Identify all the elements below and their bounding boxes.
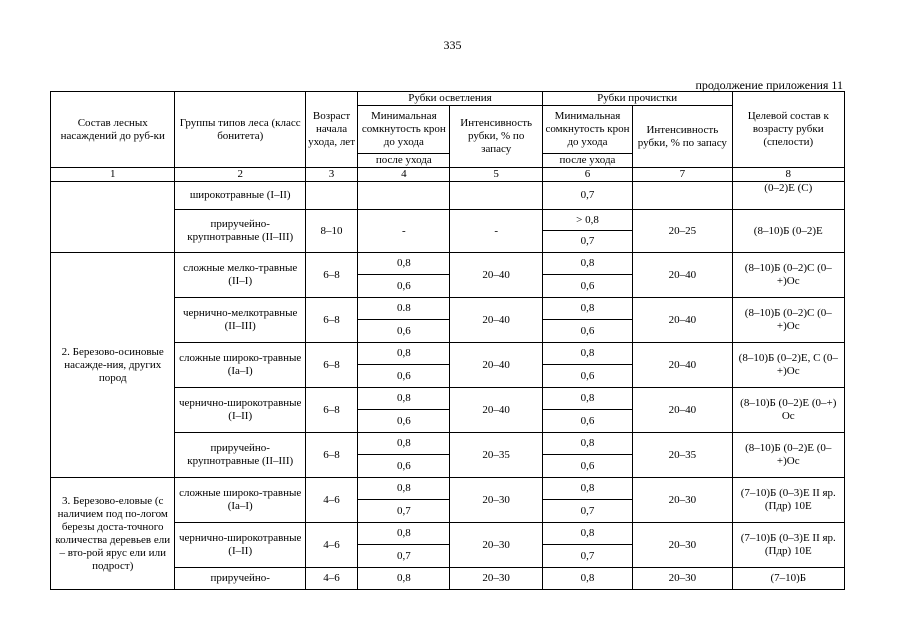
closure-cell: 0,7 [542,231,632,253]
forest-type-cell: приручейно-крупнотравные (II–III) [175,210,305,253]
page-number: 335 [443,38,462,52]
closure-cell: 0,6 [358,455,450,478]
target-cell: (7–10)Б (0–3)Е II яр. (Пдр) 10Е [732,478,844,523]
intensity-cell [633,182,732,210]
closure-cell: 0,7 [542,500,632,523]
continuation-note: продолжение приложения 11 [695,78,843,92]
column-number: 6 [542,168,632,182]
age-cell: 6–8 [305,388,357,433]
closure-cell: > 0,8 [542,210,632,231]
intensity-cell: 20–35 [633,433,732,478]
forest-type-cell: сложные мелко-травные (II–I) [175,253,305,298]
target-cell: (8–10)Б (0–2)Е (0–+) Ос [732,388,844,433]
target-cell: (7–10)Б (0–3)Е II яр. (Пдр) 10Е [732,523,844,568]
forest-type-cell: приручейно-крупнотравные (II–III) [175,433,305,478]
intensity-cell: 20–30 [633,523,732,568]
closure-cell: 0,8 [542,568,632,590]
forest-type-cell: широкотравные (I–II) [175,182,305,210]
closure-cell: 0,6 [542,410,632,433]
header-min-closure-thinning: Минимальная сомкнутость крон до ухода [542,106,632,154]
closure-cell: 0,8 [358,568,450,590]
intensity-cell: 20–40 [633,253,732,298]
closure-cell: 0,8 [358,478,450,500]
intensity-cell: 20–40 [633,388,732,433]
intensity-cell: 20–40 [633,298,732,343]
intensity-cell: 20–35 [450,433,542,478]
closure-cell: 0,8 [542,433,632,455]
age-cell: 4–6 [305,478,357,523]
closure-cell: 0,8 [542,388,632,410]
age-cell: 6–8 [305,253,357,298]
intensity-cell: 20–30 [633,568,732,590]
target-cell: (8–10)Б (0–2)Е, С (0–+)Ос [732,343,844,388]
closure-cell: - [358,210,450,253]
target-cell: (8–10)Б (0–2)С (0–+)Ос [732,298,844,343]
column-number: 5 [450,168,542,182]
intensity-cell: 20–30 [450,478,542,523]
age-cell [305,182,357,210]
age-cell: 4–6 [305,568,357,590]
age-cell: 4–6 [305,523,357,568]
closure-cell: 0,8 [542,253,632,275]
header-forest-type: Группы типов леса (класс бонитета) [175,92,305,168]
closure-cell: 0,8 [542,478,632,500]
intensity-cell: 20–30 [450,523,542,568]
closure-cell: 0,6 [358,275,450,298]
forest-type-cell: чернично-широкотравные (I–II) [175,388,305,433]
column-number: 7 [633,168,732,182]
intensity-cell: 20–40 [450,343,542,388]
intensity-cell: 20–40 [450,253,542,298]
group-cell-continued [51,182,175,253]
header-intensity-thinning: Интенсивность рубки, % по запасу [633,106,732,168]
header-start-age: Возраст начала ухода, лет [305,92,357,168]
closure-cell: 0,8 [358,253,450,275]
group-cell: 2. Березово-осиновые насажде-ния, других пород [51,253,175,478]
closure-cell [358,182,450,210]
closure-cell: 0,8 [358,523,450,545]
age-cell: 6–8 [305,343,357,388]
group-cell: 3. Березово-еловые (с наличием под по-логом березы доста-точного количества деревьев ели – вто-рой ярус ели или подрост) [51,478,175,590]
target-cell: (8–10)Б (0–2)С (0–+)Ос [732,253,844,298]
age-cell: 6–8 [305,433,357,478]
header-min-closure-lighting: Минимальная сомкнутость крон до ухода [358,106,450,154]
closure-cell: 0,6 [358,410,450,433]
intensity-cell: 20–25 [633,210,732,253]
closure-cell: 0,6 [542,455,632,478]
closure-cell: 0.8 [358,298,450,320]
header-after-care-lighting: после ухода [358,154,450,168]
closure-cell: 0,8 [358,388,450,410]
forest-type-cell: приручейно- [175,568,305,590]
header-after-care-thinning: после ухода [542,154,632,168]
intensity-cell: - [450,210,542,253]
forest-type-cell: чернично-мелкотравные (II–III) [175,298,305,343]
column-number: 8 [732,168,844,182]
closure-cell: 0,6 [358,365,450,388]
closure-cell: 0,8 [542,523,632,545]
intensity-cell [450,182,542,210]
closure-cell: 0,6 [542,275,632,298]
age-cell: 6–8 [305,298,357,343]
forest-type-cell: сложные широко-травные (Iа–I) [175,343,305,388]
forest-type-cell: сложные широко-травные (Iа–I) [175,478,305,523]
closure-cell: 0,7 [542,545,632,568]
intensity-cell: 20–30 [450,568,542,590]
intensity-cell: 20–40 [633,343,732,388]
column-number: 3 [305,168,357,182]
age-cell: 8–10 [305,210,357,253]
target-cell: (8–10)Б (0–2)Е (0–+)Ос [732,433,844,478]
intensity-cell: 20–30 [633,478,732,523]
closure-cell: 0,6 [542,365,632,388]
closure-cell: 0,8 [542,298,632,320]
target-cell: (7–10)Б [732,568,844,590]
header-target-composition: Целевой состав к возрасту рубки (спелости) [732,92,844,168]
target-cell: (0–2)Е (С) [732,182,844,210]
closure-cell: 0,7 [358,500,450,523]
closure-cell: 0,7 [358,545,450,568]
column-number: 4 [358,168,450,182]
silviculture-table [50,91,845,590]
target-cell: (8–10)Б (0–2)Е [732,210,844,253]
column-number: 1 [51,168,175,182]
header-intensity-lighting: Интенсивность рубки, % по запасу [450,106,542,168]
closure-cell: 0,8 [358,433,450,455]
intensity-cell: 20–40 [450,298,542,343]
header-composition: Состав лесных насаждений до руб-ки [51,92,175,168]
header-thinning-cuts: Рубки прочистки [542,92,732,106]
closure-cell: 0,7 [542,182,632,210]
closure-cell: 0,6 [542,320,632,343]
column-number: 2 [175,168,305,182]
closure-cell: 0,8 [358,343,450,365]
intensity-cell: 20–40 [450,388,542,433]
closure-cell: 0,6 [358,320,450,343]
closure-cell: 0,8 [542,343,632,365]
header-lighting-cuts: Рубки осветления [358,92,543,106]
forest-type-cell: чернично-широкотравные (I–II) [175,523,305,568]
